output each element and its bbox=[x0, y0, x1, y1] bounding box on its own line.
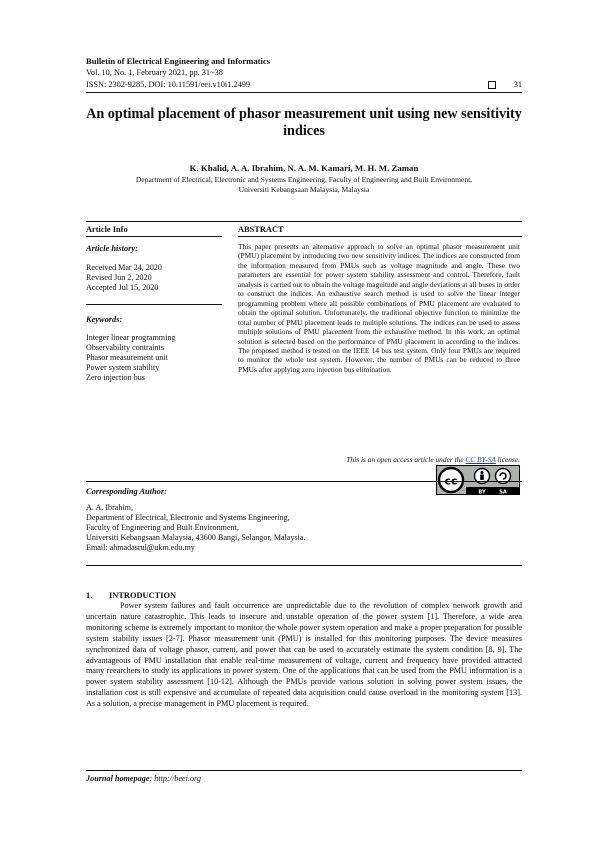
keyword-item: Phasor measurement unit bbox=[86, 353, 168, 362]
svg-text:SA: SA bbox=[499, 489, 507, 495]
corresponding-email: Email: ahmadasrul@ukm.edu.my bbox=[86, 543, 195, 552]
info-top-rule bbox=[86, 221, 522, 222]
abstract-text: This paper presents an alternative approach to solve an optimal phasor measurement unit (PMU) placement by introducing two new sensitivity indices. The indices are constructed from the information measured from PMUs such as voltage magnitude and angle. These two parameters are essential for power system stability assessment and control. Therefore, fault analysis is carried out to obtain the voltage magnitude and angle deviations at all buses in order to construct the indices. An exhaustive search method is used to solve the linear integer programming problem where all possible combinations of PMU placement are evaluated to obtain the optimal solution. Unfortunately, the traditional objective function to minimize the total number of PMU placement leads to multiple solutions. The indices can be used to assess multiple solutions of PMU placement from the exhaustive method. In this work, an optimal solution is selected based on the performance of PMU placement in according to the indices. The proposed method is tested on the IEEE 14 bus test system. Only four PMUs are required to monitor the whole test system. However, the number of PMUs can be reduced to three PMUs after applying zero injection bus elimination. bbox=[238, 242, 520, 374]
history-rule bbox=[86, 304, 222, 305]
history-item: Accepted Jul 15, 2020 bbox=[86, 283, 159, 292]
volume-info: Vol. 10, No. 1, February 2021, pp. 31~38 bbox=[86, 68, 223, 77]
cc-by-sa-logo[interactable] bbox=[436, 465, 520, 495]
abstract-bottom-rule bbox=[86, 481, 522, 482]
abstract-heading-rule bbox=[238, 236, 522, 237]
footer-rule bbox=[86, 770, 522, 771]
corresponding-bottom-rule bbox=[86, 565, 522, 566]
keywords-heading: Keywords: bbox=[86, 315, 123, 324]
corresponding-line: A. A. Ibrahim, bbox=[86, 503, 133, 512]
affiliation-line: Universiti Kebangsaan Malaysia, Malaysia bbox=[238, 185, 370, 194]
article-info-heading: Article Info bbox=[86, 225, 128, 234]
history-heading: Article history: bbox=[86, 244, 138, 253]
license-prefix: This is an open access article under the bbox=[346, 455, 466, 464]
journal-name: Bulletin of Electrical Engineering and Informatics bbox=[86, 56, 271, 66]
corresponding-line: Department of Electrical, Electronic and Systems Engineering, bbox=[86, 513, 290, 522]
corresponding-line: Faculty of Engineering and Built Environment, bbox=[86, 523, 239, 532]
license-suffix: license. bbox=[495, 455, 520, 464]
history-list bbox=[86, 263, 162, 293]
history-item: Received Mar 24, 2020 bbox=[86, 263, 162, 272]
keywords-list bbox=[86, 333, 175, 383]
info-heading-rule bbox=[86, 236, 222, 237]
svg-text:cc: cc bbox=[444, 474, 458, 488]
authors: K. Khalid, A. A. Ibrahim, N. A. M. Kamari, M. H. M. Zaman bbox=[189, 163, 419, 173]
affiliation bbox=[86, 175, 522, 195]
paper-title: An optimal placement of phasor measurement unit using new sensitivity indices bbox=[86, 106, 522, 139]
license-link[interactable]: CC BY-SA bbox=[465, 455, 496, 464]
issn-doi: ISSN: 2302-9285, DOI: 10.11591/eei.v10i1.2499 bbox=[86, 80, 251, 89]
svg-text:BY: BY bbox=[478, 489, 486, 495]
page-number: 31 bbox=[513, 80, 522, 89]
section-heading: 1. INTRODUCTION bbox=[86, 591, 177, 600]
corresponding-line: Universiti Kebangsaan Malaysia, 43600 Bangi, Selangor, Malaysia. bbox=[86, 533, 306, 542]
license-line bbox=[238, 455, 520, 464]
introduction-text: Power system failures and fault occurrence are unpredictable due to the revolution of complex network growth and uncertain nature catastrophic. This leads to insecure and unstable operation of the power system [1]. Therefore, a wide area monitoring scheme is extremely important to monitor the whole power system operation and make a proper preparation for possible system stability issues [2-7]. Phasor measurement unit (PMU) is installed for this monitoring purposes. The device measures synchronized data of voltage phasor, current, and power that can be used to accurately estimate the system condition [8, 9]. The advantageous of PMU installation that enable real-time measurement of voltage, current and frequency have provided attracted many reearchers to study its applications in power system. One of the applications that can be used from the PMU information is a power system stability assessment [10-12]. Although the PMUs provide various solution in solving power system issues, the installation cost is still expensive and accumulate of repeated data acquisition could cause overload in the monitoring system [13]. As a solution, a precise management in PMU placement is required. bbox=[86, 601, 522, 709]
keyword-item: Zero injection bus bbox=[86, 373, 145, 382]
abstract-heading: ABSTRACT bbox=[238, 225, 284, 234]
journal-homepage bbox=[86, 774, 201, 783]
corresponding-details bbox=[86, 503, 522, 553]
corresponding-heading: Corresponding Author: bbox=[86, 487, 167, 496]
header-divider bbox=[86, 92, 522, 93]
issn-line bbox=[86, 80, 522, 89]
homepage-label: Journal homepage bbox=[86, 774, 150, 783]
homepage-url[interactable]: : http://beei.org bbox=[149, 774, 202, 783]
keyword-item: Observability contraints bbox=[86, 343, 164, 352]
square-icon bbox=[488, 81, 496, 89]
keyword-item: Integer linear programming bbox=[86, 333, 176, 342]
keyword-item: Power system stability bbox=[86, 363, 160, 372]
affiliation-line: Department of Electrical, Electronic and Systems Engineering, Faculty of Engineering and Built Environment, bbox=[135, 175, 473, 184]
history-item: Revised Jun 2, 2020 bbox=[86, 273, 152, 282]
